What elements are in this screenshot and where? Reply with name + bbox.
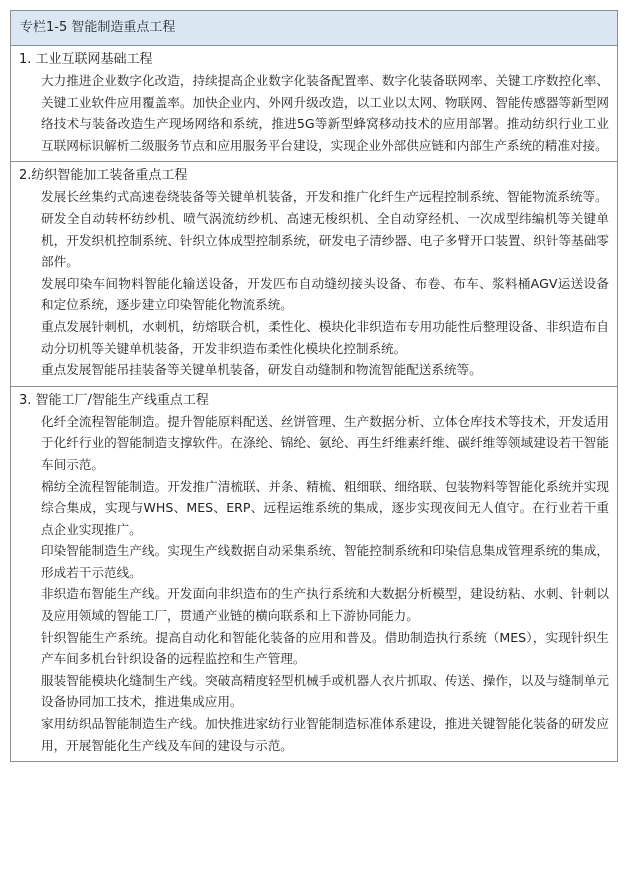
section-paragraph: 棉纺全流程智能制造。开发推广清梳联、并条、精梳、粗细联、细络联、包装物料等智能化系统并实现综合集成，实现与WHS、MES、ERP、远程运维系统的集成，逐步实现夜间无人值守。在行业若干重点企业实现推广。 xyxy=(41,478,609,537)
section-industrial-internet xyxy=(11,46,617,162)
section-paragraph: 印染智能制造生产线。实现生产线数据自动采集系统、智能控制系统和印染信息集成管理系统的集成，形成若干示范线。 xyxy=(41,543,609,580)
section-paragraph: 针织智能生产系统。提高自动化和智能化装备的应用和普及。借助制造执行系统（MES），实现针织生产车间多机台针织设备的远程监控和生产管理。 xyxy=(41,629,609,667)
section-title: 2.纺织智能加工装备重点工程 xyxy=(19,168,188,184)
section-paragraph: 重点发展智能吊挂装备等关键单机装备，研发自动缝制和物流智能配送系统等。 xyxy=(41,362,482,378)
section-paragraph: 大力推进企业数字化改造，持续提高企业数字化装备配置率、数字化装备联网率、关键工序数控化率、关键工业软件应用覆盖率。加快企业内、外网升级改造，以工业以太网、物联网、智能传感器等新型网络技术与装备改造生产现场网络和系统，推进5G等新型蜂窝移动技术的应用部署。推动纺织行业工业互联网标识解析二级服务节点和应用服务平台建设，实现企业外部供应链和内部生产系统的精准对接。 xyxy=(41,73,609,153)
section-paragraph: 重点发展针刺机，水刺机，纺熔联合机，柔性化、模块化非织造布专用功能性后整理设备、非织造布自动分切机等关键单机装备，开发非织造布柔性化模块化控制系统。 xyxy=(41,318,609,356)
section-paragraph: 发展印染车间物料智能化输送设备，开发匹布自动缝纫接头设备、布卷、布车、浆料桶AGV运送设备和定位系统，逐步建立印染智能化物流系统。 xyxy=(41,275,609,313)
section-smart-factory xyxy=(11,387,617,762)
section-title: 3. 智能工厂/智能生产线重点工程 xyxy=(19,392,209,408)
feature-box xyxy=(10,10,618,762)
section-paragraph: 服装智能模块化缝制生产线。突破高精度轻型机械手或机器人衣片抓取、传送、操作，以及与缝制单元设备协同加工技术，推进集成应用。 xyxy=(41,672,609,710)
section-paragraph: 发展长丝集约式高速卷绕装备等关键单机装备，开发和推广化纤生产远程控制系统、智能物流系统等。 xyxy=(41,189,608,205)
section-paragraph: 研发全自动转杯纺纱机、喷气涡流纺纱机、高速无梭织机、全自动穿经机、一次成型纬编机等关键单机，开发织机控制系统、针织立体成型控制系统，研发电子清纱器、电子多臂开口装置、织针等基础零部件。 xyxy=(41,210,609,270)
section-textile-equipment xyxy=(11,162,617,386)
section-paragraph: 化纤全流程智能制造。提升智能原料配送、丝饼管理、生产数据分析、立体仓库技术等技术，开发适用于化纤行业的智能制造支撑软件。在涤纶、锦纶、氨纶、再生纤维素纤维、碳纤维等领域建设若干智能车间示范。 xyxy=(41,413,609,472)
section-paragraph: 家用纺织品智能制造生产线。加快推进家纺行业智能制造标准体系建设，推进关键智能化装备的研发应用，开展智能化生产线及车间的建设与示范。 xyxy=(41,716,609,753)
section-title: 1. 工业互联网基础工程 xyxy=(19,52,153,67)
box-header: 专栏1-5 智能制造重点工程 xyxy=(11,11,617,46)
section-paragraph: 非织造布智能生产线。开发面向非织造布的生产执行系统和大数据分析模型，建设纺粘、水刺、针刺以及应用领域的智能工厂，贯通产业链的横向联系和上下游协同能力。 xyxy=(41,586,609,624)
